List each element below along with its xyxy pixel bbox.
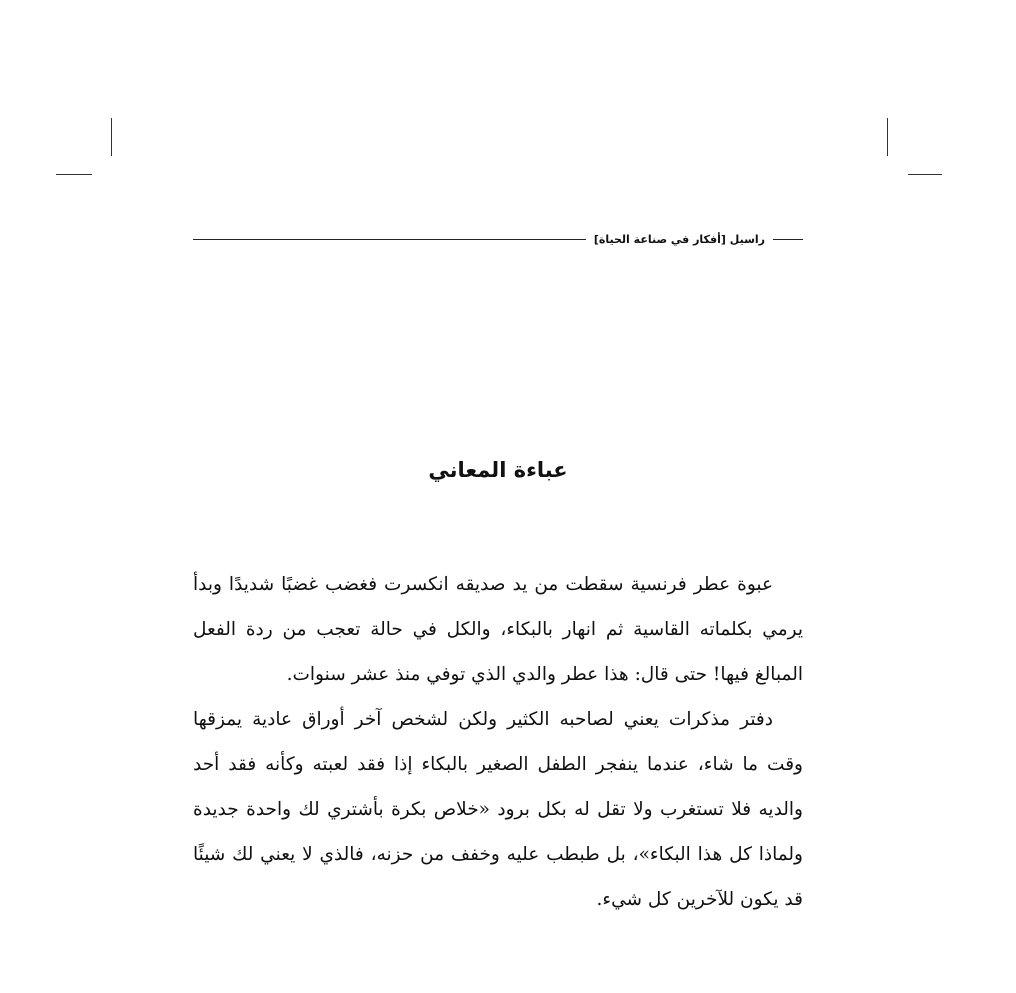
header-rule-left <box>193 239 586 240</box>
body-text <box>193 562 803 922</box>
crop-mark-right-horizontal <box>908 174 942 175</box>
running-header-title: راسيل [أفكار في صناعة الحياة] <box>593 232 765 246</box>
crop-mark-left-horizontal <box>56 174 92 175</box>
crop-mark-left-vertical <box>111 118 112 156</box>
paragraph-2: دفتر مذكرات يعني لصاحبه الكثير ولكن لشخص آخر أوراق عادية يمزقها وقت ما شاء، عندما ينفجر الطفل الصغير بالبكاء إذا فقد لعبته وكأنه فقد أحد والديه فلا تستغرب ولا تقل له بكل برود «خلاص بكرة بأشتري لك واحدة جديدة ولماذا كل هذا البكاء»، بل طبطب عليه وخفف من حزنه، فالذي لا يعني لك شيئًا قد يكون للآخرين كل شيء. <box>193 709 803 910</box>
running-header <box>193 229 803 249</box>
crop-mark-right-vertical <box>887 118 888 156</box>
header-rule-right <box>773 239 803 240</box>
chapter-title: عباءة المعاني <box>428 458 568 482</box>
paragraph-1: عبوة عطر فرنسية سقطت من يد صديقه انكسرت فغضب غضبًا شديدًا وبدأ يرمي بكلماته القاسية ثم انهار بالبكاء، والكل في حالة تعجب من ردة الفعل المبالغ فيها! حتى قال: هذا عطر والدي الذي توفي منذ عشر سنوات. <box>193 574 803 685</box>
